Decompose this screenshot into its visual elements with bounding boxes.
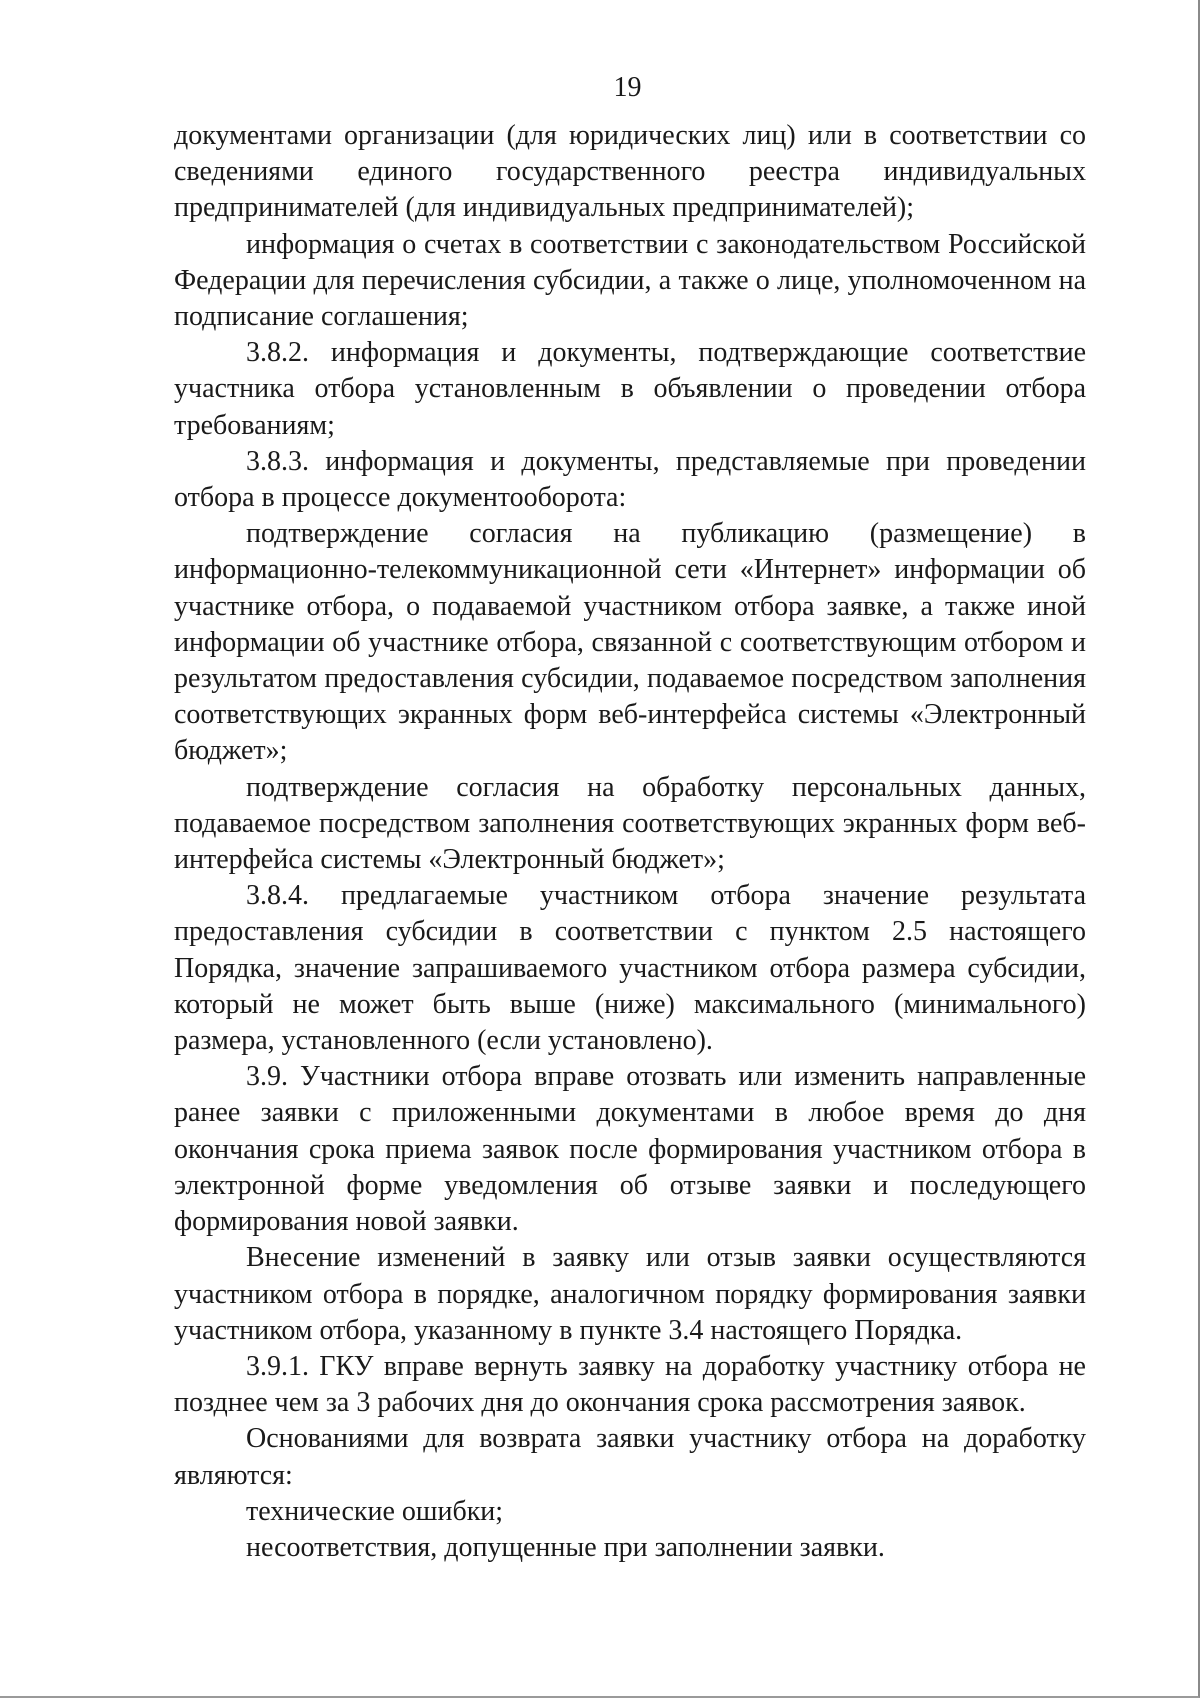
paragraph: 3.9. Участники отбора вправе отозвать или изменить направленные ранее заявки с приложенными документами в любое время до дня окончания срока приема заявок после формирования участником отбора в электронной форме уведомления об отзыве заявки и последующего формирования новой заявки. <box>174 1061 1086 1238</box>
paragraph: технические ошибки; <box>246 1495 504 1527</box>
paragraph: информация о счетах в соответствии с законодательством Российской Федерации для перечисления субсидии, а также о лице, уполномоченном на подписание соглашения; <box>174 228 1086 333</box>
paragraph: 3.9.1. ГКУ вправе вернуть заявку на доработку участнику отбора не позднее чем за 3 рабочих дня до окончания срока рассмотрения заявок. <box>174 1350 1086 1419</box>
paragraph: 3.8.2. информация и документы, подтверждающие соответствие участника отбора установленным в объявлении о проведении отбора требованиям; <box>174 337 1086 441</box>
paragraph: Внесение изменений в заявку или отзыв заявки осуществляются участником отбора в порядке, аналогичном порядку формирования заявки участником отбора, указанному в пункте 3.4 настоящего Порядка. <box>174 1242 1086 1346</box>
paragraph: подтверждение согласия на обработку персональных данных, подаваемое посредством заполнения соответствующих экранных форм веб-интерфейса системы «Электронный бюджет»; <box>174 771 1086 876</box>
paragraph: подтверждение согласия на публикацию (размещение) в информационно-телекоммуникационной сети «Интернет» информации об участнике отбора, о подаваемой участником отбора заявке, а также иной информации об участнике отбора, связанной с соответствующим отбором и результатом предоставления субсидии, подаваемое посредством заполнения соответствующих экранных форм веб-интерфейса системы «Электронный бюджет»; <box>174 518 1086 767</box>
paragraph: 3.8.4. предлагаемые участником отбора значение результата предоставления субсидии в соответствии с пунктом 2.5 настоящего Порядка, значение запрашиваемого участником отбора размера субсидии, который не может быть выше (ниже) максимального (минимального) размера, установленного (если установлено). <box>174 880 1086 1057</box>
paragraph: 3.8.3. информация и документы, представляемые при проведении отбора в процессе документооборота: <box>174 445 1086 514</box>
paragraph: Основаниями для возврата заявки участнику отбора на доработку являются: <box>174 1423 1086 1491</box>
page-number: 19 <box>613 72 642 103</box>
document-body <box>174 118 1086 1566</box>
paragraph: несоответствия, допущенные при заполнении заявки. <box>246 1531 885 1563</box>
paragraph: документами организации (для юридических лиц) или в соответствии со сведениями единого государственного реестра индивидуальных предпринимателей (для индивидуальных предпринимателей); <box>174 120 1086 224</box>
